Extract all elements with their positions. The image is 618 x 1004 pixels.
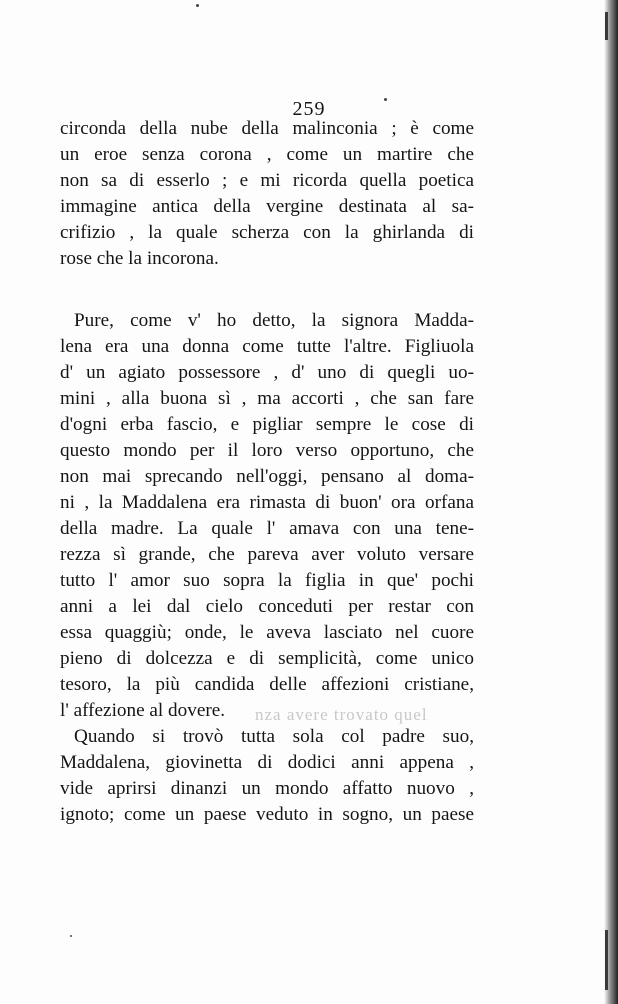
body-text (60, 116, 474, 828)
text-line: essa quaggiù; onde, le aveva lasciato nel cuore (60, 622, 474, 643)
text-line: Pure, come v' ho detto, la signora Madda- (74, 310, 474, 331)
text-line: tutto l' amor suo sopra la figlia in que' pochi (60, 570, 474, 591)
text-line: d'ogni erba fascio, e pigliar sempre le cose di (60, 414, 474, 435)
text-line: pieno di dolcezza e di semplicità, come unico (60, 648, 474, 669)
text-line: l' affezione al dovere. (60, 700, 226, 721)
show-through-text: nza avere trovato quel (255, 705, 428, 724)
text-line: Maddalena, giovinetta di dodici anni appena , (60, 752, 474, 773)
binding-shadow-mark (605, 12, 608, 40)
text-line: un eroe senza corona , come un martire che (60, 144, 474, 165)
page-number: 259 (292, 98, 326, 120)
text-line: rezza sì grande, che pareva aver voluto versare (60, 544, 474, 565)
binding-shadow-mark (605, 930, 608, 990)
text-line: anni a lei dal cielo conceduti per restar con (60, 596, 474, 617)
paragraph (60, 308, 474, 724)
text-line: ignoto; come un paese veduto in sogno, un paese (60, 804, 474, 825)
paper-speck (70, 935, 72, 937)
text-line: Quando si trovò tutta sola col padre suo, (74, 726, 474, 747)
text-line: immagine antica della vergine destinata al sa- (60, 196, 474, 217)
text-line: lena era una donna come tutte l'altre. Figliuola (60, 336, 474, 357)
paper-speck (196, 4, 199, 7)
text-line: d' un agiato possessore , d' uno di quegli uo- (60, 362, 474, 383)
text-line: rose che la incorona. (60, 248, 219, 269)
text-line: vide aprirsi dinanzi un mondo affatto nuovo , (60, 778, 474, 799)
paragraph-gap (60, 272, 474, 308)
text-line: non mai sprecando nell'oggi, pensano al doma- (60, 466, 474, 487)
text-line: non sa di esserlo ; e mi ricorda quella poetica (60, 170, 474, 191)
text-line: ni , la Maddalena era rimasta di buon' ora orfana (60, 492, 474, 513)
text-line: mini , alla buona sì , ma accorti , che san fare (60, 388, 474, 409)
page-binding-edge (604, 0, 618, 1004)
text-line: della madre. La quale l' amava con una tene- (60, 518, 474, 539)
text-line: crifizio , la quale scherza con la ghirlanda di (60, 222, 474, 243)
text-line: circonda della nube della malinconia ; è come (60, 118, 474, 139)
text-line: questo mondo per il loro verso opportuno, che (60, 440, 474, 461)
paragraph (60, 724, 474, 828)
paragraph (60, 116, 474, 272)
text-line: tesoro, la più candida delle affezioni cristiane, (60, 674, 474, 695)
